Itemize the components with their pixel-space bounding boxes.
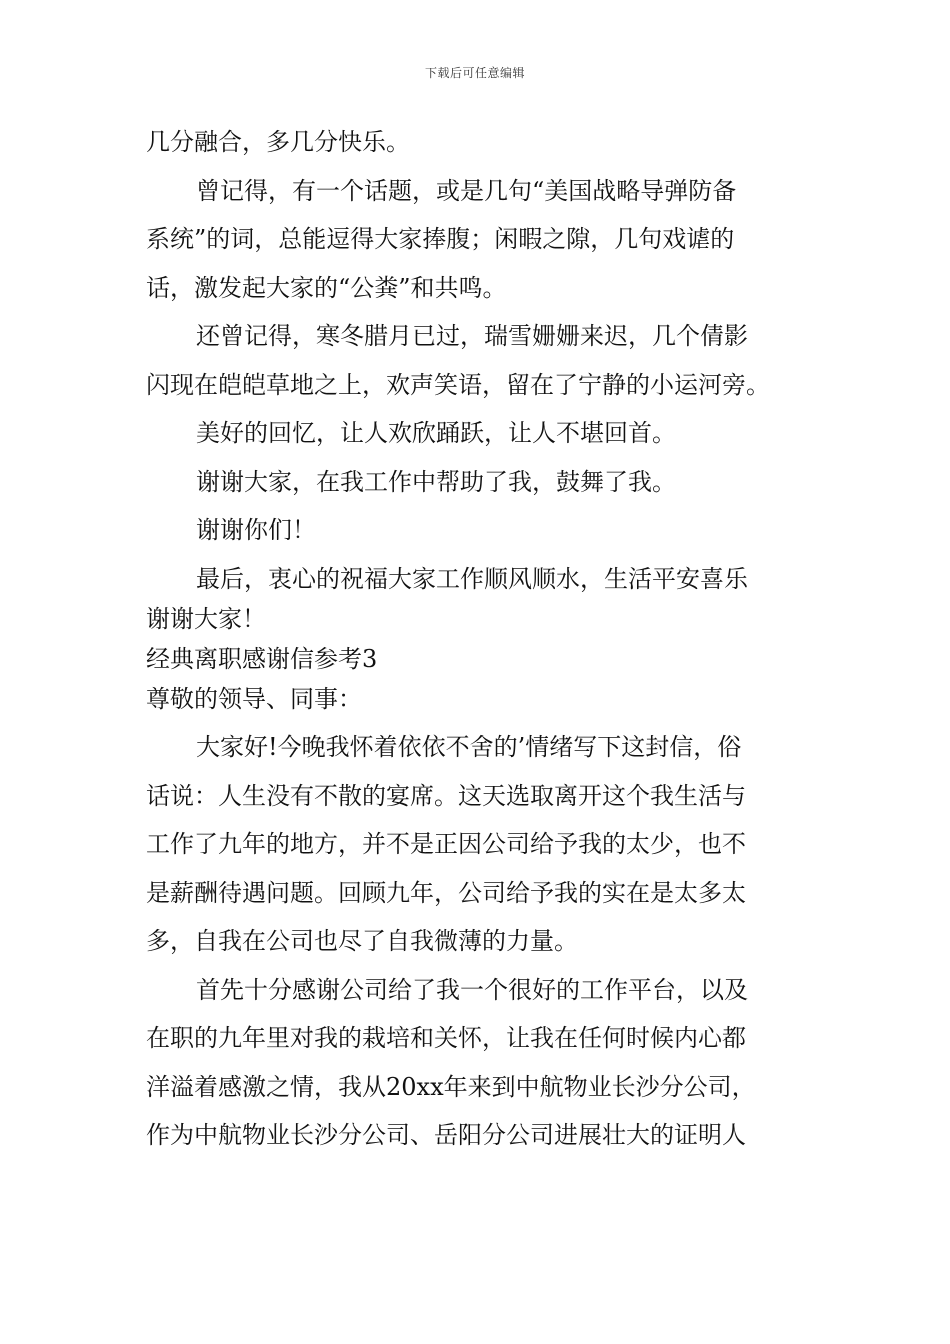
section-title: 经典离职感谢信参考3 bbox=[146, 644, 378, 673]
text-line: 多，自我在公司也尽了自我微薄的力量。 bbox=[146, 927, 578, 955]
text-line: 几分融合，多几分快乐。 bbox=[146, 128, 410, 156]
salutation: 尊敬的领导、同事： bbox=[146, 684, 362, 713]
text-line: 是薪酬待遇问题。回顾九年，公司给予我的实在是太多太 bbox=[146, 878, 746, 907]
paragraph-start: 大家好!今晚我怀着依依不舍的’情绪写下这封信，俗 bbox=[196, 733, 742, 761]
text-line: 话，激发起大家的“公粪”和共鸣。 bbox=[146, 273, 507, 302]
text-line: 在职的九年里对我的栽培和关怀，让我在任何时候内心都 bbox=[146, 1024, 746, 1052]
text-line: 工作了九年的地方，并不是正因公司给予我的太少，也不 bbox=[146, 830, 746, 858]
document-body bbox=[146, 130, 806, 1172]
paragraph-start: 谢谢你们！ bbox=[196, 516, 316, 544]
paragraph-start: 谢谢大家，在我工作中帮助了我，鼓舞了我。 bbox=[196, 467, 676, 496]
paragraph-start: 美好的回忆，让人欢欣踊跃，让人不堪回首。 bbox=[196, 419, 676, 447]
paragraph-start: 最后，衷心的祝福大家工作顺风顺水，生活平安喜乐 bbox=[196, 564, 748, 593]
closing-line: 谢谢大家！ bbox=[146, 604, 266, 633]
paragraph-start: 首先十分感谢公司给了我一个很好的工作平台，以及 bbox=[196, 975, 748, 1004]
text-line: 作为中航物业长沙分公司、岳阳分公司进展壮大的证明人 bbox=[146, 1121, 746, 1149]
text-line: 系统”的词，总能逗得大家捧腹；闲暇之隙，几句戏谑的 bbox=[146, 225, 735, 253]
paragraph-start: 还曾记得，寒冬腊月已过，瑞雪姗姗来迟，几个倩影 bbox=[196, 322, 748, 350]
page-header: 下载后可任意编辑 bbox=[424, 66, 525, 80]
text-line: 闪现在皑皑草地之上，欢声笑语，留在了宁静的小运河旁。 bbox=[146, 370, 770, 399]
text-line: 话说：人生没有不散的宴席。这天选取离开这个我生活与 bbox=[146, 781, 746, 810]
paragraph-start: 曾记得，有一个话题，或是几句“美国战略导弹防备 bbox=[196, 176, 737, 205]
text-line: 洋溢着感激之情，我从20xx年来到中航物业长沙分公司， bbox=[146, 1072, 756, 1101]
